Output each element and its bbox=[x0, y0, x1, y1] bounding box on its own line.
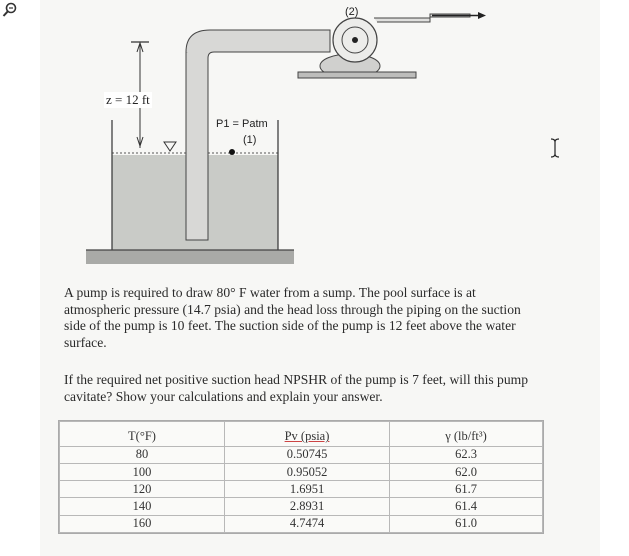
cell-specific-weight: 62.0 bbox=[390, 463, 543, 480]
cell-temperature: 160 bbox=[60, 515, 225, 532]
table-row bbox=[60, 498, 543, 515]
property-table bbox=[58, 420, 544, 534]
p1-label: P1 = Patm bbox=[216, 118, 268, 130]
ground bbox=[86, 250, 294, 264]
cell-vapor-pressure: 0.50745 bbox=[225, 446, 390, 463]
cell-vapor-pressure: 2.8931 bbox=[225, 498, 390, 515]
cell-temperature: 120 bbox=[60, 481, 225, 498]
water-level-marker bbox=[164, 142, 176, 151]
cell-specific-weight: 61.4 bbox=[390, 498, 543, 515]
suction-pipe bbox=[186, 52, 208, 240]
cell-temperature: 140 bbox=[60, 498, 225, 515]
pump-diagram bbox=[0, 0, 629, 270]
table-row bbox=[60, 463, 543, 480]
table-row bbox=[60, 446, 543, 463]
point-1-dot bbox=[229, 149, 235, 155]
cell-specific-weight: 62.3 bbox=[390, 446, 543, 463]
point-2-label: (2) bbox=[345, 6, 359, 18]
cell-temperature: 100 bbox=[60, 463, 225, 480]
pipe-elbow bbox=[186, 30, 330, 58]
cell-specific-weight: 61.0 bbox=[390, 515, 543, 532]
cell-specific-weight: 61.7 bbox=[390, 481, 543, 498]
table-header-row bbox=[60, 422, 543, 447]
cell-vapor-pressure: 0.95052 bbox=[225, 463, 390, 480]
problem-paragraph-2: If the required net positive suction head NPSHR of the pump is 7 feet, will this pump cavitate? Show your calculations and explain your answer. bbox=[64, 372, 529, 404]
cell-temperature: 80 bbox=[60, 446, 225, 463]
problem-paragraph-1: A pump is required to draw 80° F water from a sump. The pool surface is at atmospheric pressure (14.7 psia) and the head loss through the piping on the suction side of the pump is 10 feet. The suction side of the pump is 12 feet above the water surface. bbox=[64, 285, 521, 350]
cell-vapor-pressure: 4.7474 bbox=[225, 515, 390, 532]
table-row bbox=[60, 481, 543, 498]
point-1-label: (1) bbox=[243, 134, 257, 146]
table-row bbox=[60, 515, 543, 532]
text-cursor-icon bbox=[549, 138, 561, 158]
header-temperature: T(°F) bbox=[60, 422, 225, 447]
header-specific-weight: γ (lb/ft³) bbox=[390, 422, 543, 447]
z-label: z = 12 ft bbox=[106, 92, 150, 107]
cell-vapor-pressure: 1.6951 bbox=[225, 481, 390, 498]
pump-platform bbox=[298, 72, 416, 78]
header-vapor-pressure: Pv (psia) bbox=[225, 422, 390, 447]
